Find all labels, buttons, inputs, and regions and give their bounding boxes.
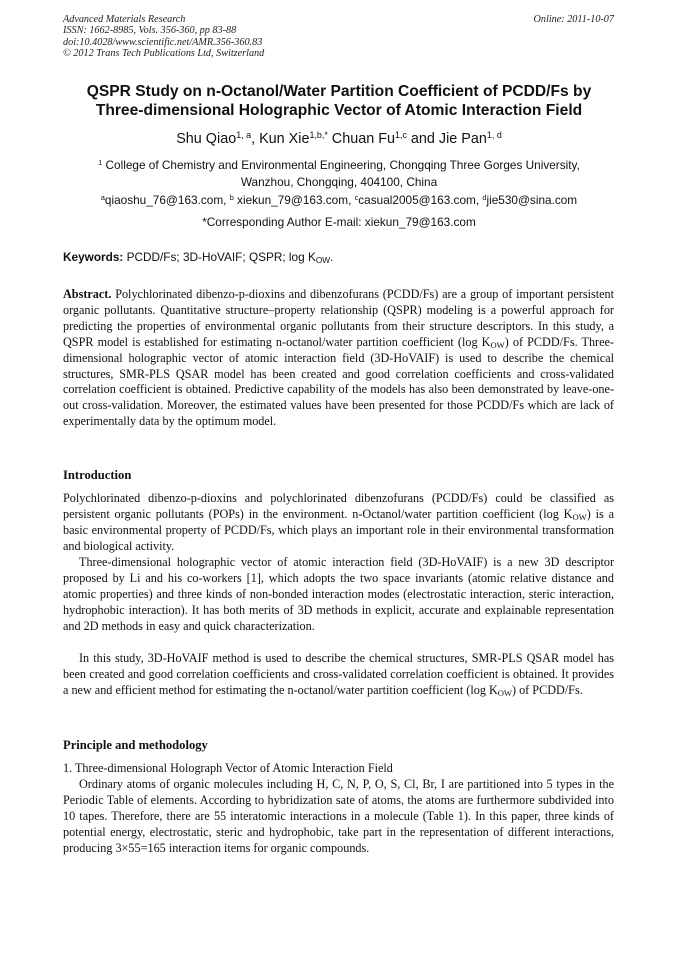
author-name: and Jie Pan: [406, 131, 487, 147]
abstract-text: ) of PCDD/Fs. Three-dimensional holographic vector of atomic interaction field (3D-HoVAIF) is used to describe the chemical structures, SMR-PLS QSAR model has been created and good correlation coefficients and cross-validated correlation coefficient is obtained. Predictive capability of the models has also been demonstrated by leave-one-out cross-validation. Moreover, the estimated values have been presented for those PCDD/Fs which are lack of experimentally data by the optimum model.: [63, 334, 614, 429]
abstract-label: Abstract.: [63, 287, 112, 301]
section-heading-principle: Principle and methodology: [63, 738, 208, 752]
paragraph-text: In this study, 3D-HoVAIF method is used to describe the chemical structures, SMR-PLS QSAR model has been created and good correlation coefficients and cross-validated correlation coefficient is obtained. It provides a new and efficient method for estimating the n-octanol/water partition coefficient (log K: [63, 651, 614, 697]
author-name: , Kun Xie: [251, 131, 310, 147]
author-name: Shu Qiao: [176, 131, 237, 147]
abstract-text: Polychlorinated dibenzo-p-dioxins and dibenzofurans (PCDD/Fs) are a group of important persistent organic pollutants. Quantitative structure–property relationship (QSPR) modeling is a powerful approach for predicting the properties of environmental organic pollutants from their structure descriptors. In this study, a QSPR model is established for estimating n-octanol/water partition coefficient (log K: [63, 287, 614, 349]
email-link[interactable]: xiekun_79@163.com,: [233, 193, 355, 207]
affil-mark: 1: [98, 157, 103, 167]
author-affil-mark: 1,b,*: [309, 130, 328, 141]
email-link[interactable]: qiaoshu_76@163.com,: [104, 193, 230, 207]
principle-paragraph-1: Ordinary atoms of organic molecules including H, C, N, P, O, S, Cl, Br, I are partitioned into 5 types in the Periodic Table of elements. According to hybridization sate of atoms, the atoms are furthermore subdivided into 10 tapes. Therefore, there are 55 interatomic interactions in a molecule (Table 1). In this paper, three kinds of potential energy, electrostatic, steric and hydrophobic, take part in the representation of different interactions, producing 3×55=165 interaction items for organic compounds.: [63, 777, 614, 855]
online-date: Online: 2011-10-07: [533, 14, 614, 25]
email-link[interactable]: jie530@sina.com: [486, 193, 578, 207]
email-mark: b: [229, 192, 234, 202]
email-mark: d: [482, 192, 487, 202]
paragraph-text: ) is a basic environmental property of PCDD/Fs, which plays an important role in their environmental transformation and biological activity.: [63, 506, 614, 553]
title-line-1: QSPR Study on n-Octanol/Water Partition Coefficient of PCDD/Fs by: [86, 83, 592, 100]
author-emails: [40, 193, 638, 207]
journal-doi: doi:10.4028/www.scientific.net/AMR.356-360.83: [63, 36, 263, 48]
journal-header: [63, 14, 264, 59]
keywords-text: PCDD/Fs; 3D-HoVAIF; QSPR; log K: [123, 250, 316, 264]
section-heading-introduction: Introduction: [63, 468, 132, 482]
journal-copyright: © 2012 Trans Tech Publications Ltd, Switzerland: [63, 47, 265, 59]
title-line-2: Three-dimensional Holographic Vector of Atomic Interaction Field: [95, 102, 583, 119]
paper-title: [50, 82, 628, 120]
paragraph-text: Polychlorinated dibenzo-p-dioxins and polychlorinated dibenzofurans (PCDD/Fs) could be classified as persistent organic pollutants (POPs) in the environment. n-Octanol/water partition coefficient (log K: [63, 491, 614, 521]
author-affil-mark: 1,c: [395, 130, 407, 141]
subscript: OW: [315, 256, 331, 266]
subsection-heading: 1. Three-dimensional Holograph Vector of Atomic Interaction Field: [63, 761, 393, 775]
email-mark: a: [100, 192, 105, 202]
author-affil-mark: 1, a: [236, 130, 252, 141]
corresponding-author: *Corresponding Author E-mail: xiekun_79@163.com: [202, 215, 476, 229]
intro-paragraph-3: [63, 651, 614, 699]
keywords-end: .: [330, 250, 334, 264]
email-link[interactable]: casual2005@163.com,: [358, 193, 483, 207]
journal-name: Advanced Materials Research: [63, 14, 186, 25]
subscript: OW: [572, 512, 587, 523]
intro-paragraph-2: Three-dimensional holographic vector of atomic interaction field (3D-HoVAIF) is a new 3D descriptor proposed by Li and his co-workers [1], which adopts the two space invariants (atomic relative distance and atomic properties) and three kinds of non-bonded interaction modes (electrostatic interaction, steric interaction, hydrophobic interaction). It has both merits of 3D methods in explicit, accurate and explainable representation and 2D methods in easy and quick characterization.: [63, 555, 614, 633]
affil-line-2: Wanzhou, Chongqing, 404100, China: [240, 175, 438, 189]
author-name: Chuan Fu: [327, 131, 396, 147]
author-affil-mark: 1, d: [486, 130, 502, 141]
author-list: [40, 131, 638, 147]
intro-paragraph-1: [63, 491, 614, 555]
abstract: [63, 287, 614, 430]
affiliation: [70, 157, 608, 191]
paragraph-text: ) of PCDD/Fs.: [511, 682, 583, 697]
email-mark: c: [354, 192, 359, 202]
subscript: OW: [490, 339, 505, 350]
keywords-label: Keywords:: [63, 250, 124, 264]
subscript: OW: [497, 687, 512, 698]
journal-issn: ISSN: 1662-8985, Vols. 356-360, pp 83-88: [63, 25, 237, 37]
keywords: [63, 250, 333, 264]
affil-line-1: College of Chemistry and Environmental Engineering, Chongqing Three Gorges University,: [102, 158, 580, 172]
